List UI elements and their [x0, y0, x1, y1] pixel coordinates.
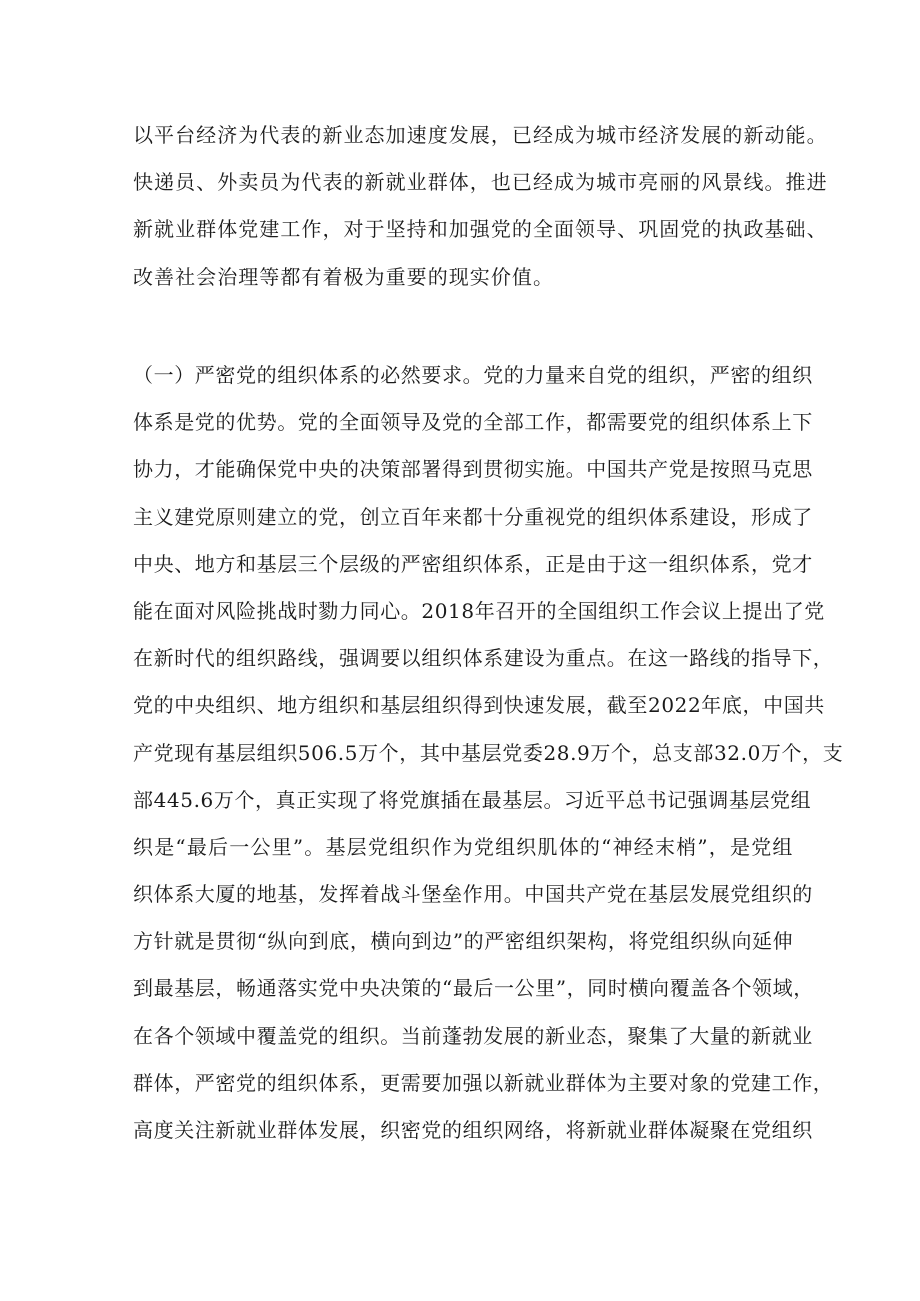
text-line: 以平台经济为代表的新业态加速度发展，已经成为城市经济发展的新动能。 — [133, 123, 828, 147]
paragraph-intro — [133, 112, 828, 301]
text-line: 党的中央组织、地方组织和基层组织得到快速发展，截至2022年底，中国共 — [133, 693, 825, 718]
text-line: 主义建党原则建立的党，创立百年来都十分重视党的组织体系建设，形成了 — [133, 504, 813, 529]
text-line: 在新时代的组织路线，强调要以组织体系建设为重点。在这一路线的指导下， — [133, 646, 834, 671]
text-line: 中央、地方和基层三个层级的严密组织体系，正是由于这一组织体系，党才 — [133, 551, 813, 576]
text-line: 织是“最后一公里”。基层党组织作为党组织肌体的“神经末梢”，是党组 — [133, 834, 793, 859]
text-line: 新就业群体党建工作，对于坚持和加强党的全面领导、巩固党的执政基础、 — [133, 217, 828, 242]
text-line: 体系是党的优势。党的全面领导及党的全部工作，都需要党的组织体系上下 — [133, 410, 813, 435]
text-line: 高度关注新就业群体发展，织密党的组织网络，将新就业群体凝聚在党组织 — [133, 1118, 813, 1142]
text-line: （一）严密党的组织体系的必然要求。党的力量来自党的组织，严密的组织 — [133, 363, 813, 387]
text-line: 织体系大厦的地基，发挥着战斗堡垒作用。中国共产党在基层发展党组织的 — [133, 882, 813, 907]
text-line: 改善社会治理等都有着极为重要的现实价值。 — [133, 264, 554, 289]
text-line: 方针就是贯彻“纵向到底，横向到边”的严密组织架构，将党组织纵向延伸 — [133, 929, 794, 954]
text-line: 快递员、外卖员为代表的新就业群体，也已经成为城市亮丽的风景线。推进 — [133, 170, 828, 195]
text-line: 群体，严密党的组织体系，更需要加强以新就业群体为主要对象的党建工作， — [133, 1070, 834, 1095]
paragraph-section-one — [133, 352, 844, 1154]
text-line: 在各个领域中覆盖党的组织。当前蓬勃发展的新业态，聚集了大量的新就业 — [133, 1023, 813, 1048]
text-line: 产党现有基层组织506.5万个，其中基层党委28.9万个，总支部32.0万个，支 — [133, 740, 844, 765]
text-line: 到最基层，畅通落实党中央决策的“最后一公里”，同时横向覆盖各个领域， — [133, 976, 814, 1001]
text-line: 协力，才能确保党中央的决策部署得到贯彻实施。中国共产党是按照马克思 — [133, 457, 813, 482]
text-line: 部445.6万个，真正实现了将党旗插在最基层。习近平总书记强调基层党组 — [133, 787, 812, 812]
text-line: 能在面对风险挑战时勠力同心。2018年召开的全国组织工作会议上提出了党 — [133, 598, 825, 623]
